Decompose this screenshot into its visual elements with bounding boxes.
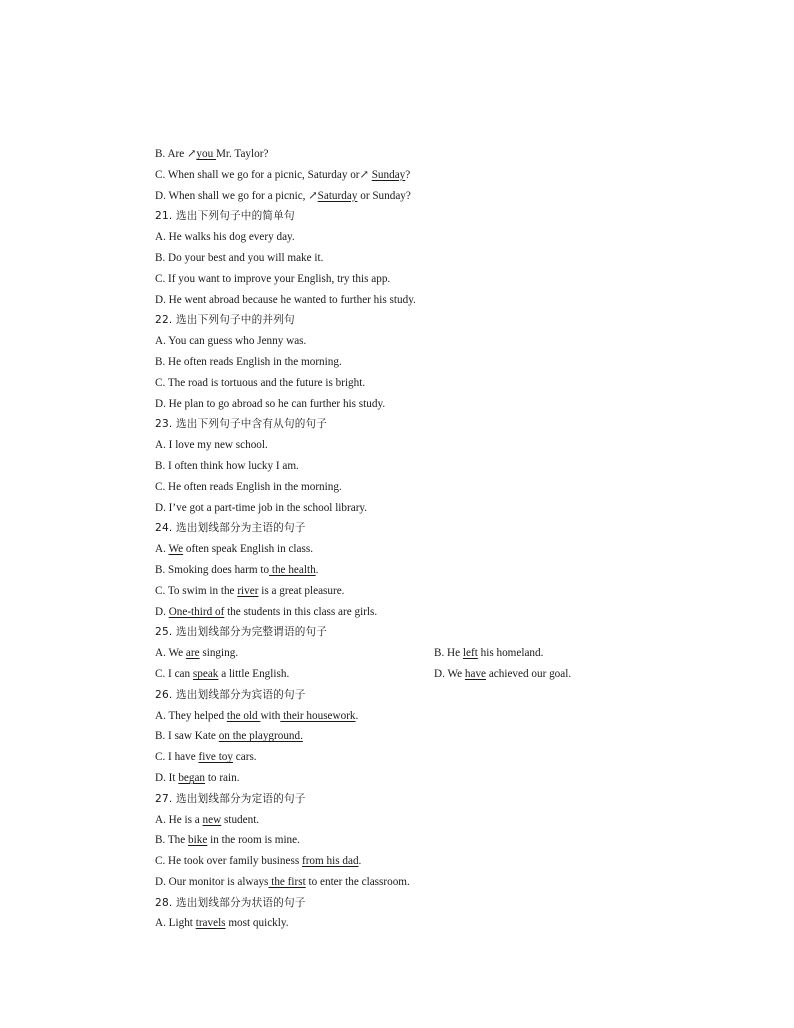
text-fragment: D. It <box>155 771 179 784</box>
text-fragment: D. I’ve got a part-time job in the school library. <box>155 501 368 514</box>
text-fragment: 24. 选出划线部分为主语的句子 <box>155 522 306 535</box>
underlined-text: We <box>168 543 184 556</box>
answer-option <box>155 913 755 934</box>
text-fragment: B. Do your best and you will make it. <box>155 251 324 264</box>
answer-option <box>155 456 755 477</box>
text-fragment: A. <box>155 543 169 556</box>
text-fragment: C. When shall we go for a picnic, Saturday or↗ <box>155 168 372 181</box>
text-fragment: A. I love my new school. <box>155 439 268 452</box>
underlined-text: the old <box>226 709 261 722</box>
text-fragment: A. He walks his dog every day. <box>155 231 295 244</box>
underlined-text: Sunday <box>371 168 406 181</box>
underlined-text: Saturday <box>317 189 358 202</box>
answer-option <box>155 581 755 602</box>
answer-option <box>155 810 755 831</box>
text-fragment: 21. 选出下列句子中的简单句 <box>155 210 295 223</box>
answer-option <box>155 726 755 747</box>
answer-option <box>434 664 571 685</box>
underlined-text: on the playground. <box>218 730 303 743</box>
text-fragment: to enter the classroom. <box>305 875 410 888</box>
answer-option <box>155 435 755 456</box>
underlined-text: river <box>237 584 259 597</box>
underlined-text: five toy <box>198 751 233 764</box>
text-fragment: C. If you want to improve your English, try this app. <box>155 272 391 285</box>
text-fragment: C. I have <box>155 751 199 764</box>
question-heading <box>155 310 755 331</box>
answer-option <box>155 248 755 269</box>
answer-option <box>155 830 755 851</box>
question-heading <box>155 206 755 227</box>
answer-option-row <box>155 664 755 685</box>
underlined-text: new <box>202 813 222 826</box>
text-fragment: 23. 选出下列句子中含有从句的句子 <box>155 418 328 431</box>
text-fragment: D. <box>155 605 169 618</box>
underlined-text: speak <box>192 667 219 680</box>
underlined-text: began <box>178 771 206 784</box>
underlined-text: bike <box>188 834 208 847</box>
text-fragment: . <box>358 855 362 868</box>
text-fragment: 27. 选出划线部分为定语的句子 <box>155 792 306 805</box>
answer-option <box>155 227 755 248</box>
text-fragment: often speak English in class. <box>183 543 313 556</box>
text-fragment: C. He often reads English in the morning. <box>155 480 342 493</box>
question-heading <box>155 414 755 435</box>
text-fragment: with <box>260 709 281 722</box>
underlined-text: you <box>196 148 216 160</box>
text-fragment: B. He <box>434 647 463 660</box>
exercise-content <box>155 144 755 934</box>
answer-option <box>155 144 755 165</box>
underlined-text: the health <box>269 563 316 576</box>
text-fragment: A. You can guess who Jenny was. <box>155 335 307 348</box>
text-fragment: a little English. <box>218 667 290 680</box>
text-fragment: his homeland. <box>477 647 544 660</box>
text-fragment: C. The road is tortuous and the future is bright. <box>155 376 366 389</box>
text-fragment: the students in this class are girls. <box>224 605 378 618</box>
answer-option <box>155 290 755 311</box>
text-fragment: D. Our monitor is always <box>155 875 269 888</box>
text-fragment: D. He plan to go abroad so he can further his study. <box>155 397 386 410</box>
text-fragment: cars. <box>233 751 257 764</box>
answer-option <box>155 269 755 290</box>
text-fragment: . <box>315 563 319 576</box>
underlined-text: the first <box>268 875 306 888</box>
question-heading <box>155 518 755 539</box>
text-fragment: B. Smoking does harm to <box>155 563 270 576</box>
text-fragment: or Sunday? <box>357 189 411 202</box>
text-fragment: B. I often think how lucky I am. <box>155 459 299 472</box>
text-fragment: A. Light <box>155 917 196 930</box>
question-heading <box>155 685 755 706</box>
text-fragment: B. The <box>155 834 189 847</box>
answer-option <box>155 477 755 498</box>
question-heading <box>155 789 755 810</box>
question-heading <box>155 893 755 914</box>
answer-option <box>155 747 755 768</box>
underlined-text: have <box>464 667 487 680</box>
text-fragment: A. They helped <box>155 709 227 722</box>
answer-option <box>155 186 755 207</box>
text-fragment: A. We <box>155 647 186 660</box>
answer-option <box>155 706 755 727</box>
text-fragment: . <box>355 709 359 722</box>
text-fragment: C. To swim in the <box>155 584 238 597</box>
text-fragment: Mr. Taylor? <box>215 148 269 160</box>
answer-option <box>155 165 755 186</box>
text-fragment: singing. <box>199 647 239 660</box>
text-fragment: 25. 选出划线部分为完整谓语的句子 <box>155 626 328 639</box>
underlined-text: their housework <box>280 709 356 722</box>
answer-option <box>155 602 755 623</box>
answer-option <box>155 498 755 519</box>
question-heading <box>155 622 755 643</box>
text-fragment: D. We <box>434 667 465 680</box>
answer-option <box>155 872 755 893</box>
text-fragment: C. He took over family business <box>155 855 302 868</box>
answer-option <box>155 560 755 581</box>
text-fragment: C. I can <box>155 667 193 680</box>
text-fragment: D. When shall we go for a picnic, ↗ <box>155 189 318 202</box>
text-fragment: B. I saw Kate <box>155 730 219 743</box>
answer-option <box>155 768 755 789</box>
text-fragment: D. He went abroad because he wanted to further his study. <box>155 293 416 306</box>
text-fragment: B. Are ↗ <box>155 148 197 160</box>
underlined-text: from his dad <box>301 855 359 868</box>
text-fragment: 28. 选出划线部分为状语的句子 <box>155 896 306 909</box>
answer-option <box>155 647 238 659</box>
answer-option <box>155 539 755 560</box>
text-fragment: achieved our goal. <box>486 667 572 680</box>
answer-option <box>155 851 755 872</box>
text-fragment: 22. 选出下列句子中的并列句 <box>155 314 295 327</box>
underlined-text: travels <box>195 917 226 930</box>
text-fragment: ? <box>405 168 411 181</box>
text-fragment: A. He is a <box>155 813 203 826</box>
underlined-text: are <box>185 647 200 660</box>
answer-option <box>155 373 755 394</box>
answer-option <box>155 394 755 415</box>
text-fragment: B. He often reads English in the morning. <box>155 355 342 368</box>
text-fragment: student. <box>221 813 260 826</box>
underlined-text: left <box>462 647 478 660</box>
answer-option-row <box>155 643 755 664</box>
answer-option <box>155 352 755 373</box>
text-fragment: 26. 选出划线部分为宾语的句子 <box>155 688 306 701</box>
underlined-text: One-third of <box>168 605 225 618</box>
text-fragment: in the room is mine. <box>207 834 300 847</box>
text-fragment: most quickly. <box>225 917 289 930</box>
text-fragment: is a great pleasure. <box>258 584 345 597</box>
answer-option <box>155 668 289 680</box>
answer-option <box>434 643 543 664</box>
answer-option <box>155 331 755 352</box>
text-fragment: to rain. <box>205 771 240 784</box>
